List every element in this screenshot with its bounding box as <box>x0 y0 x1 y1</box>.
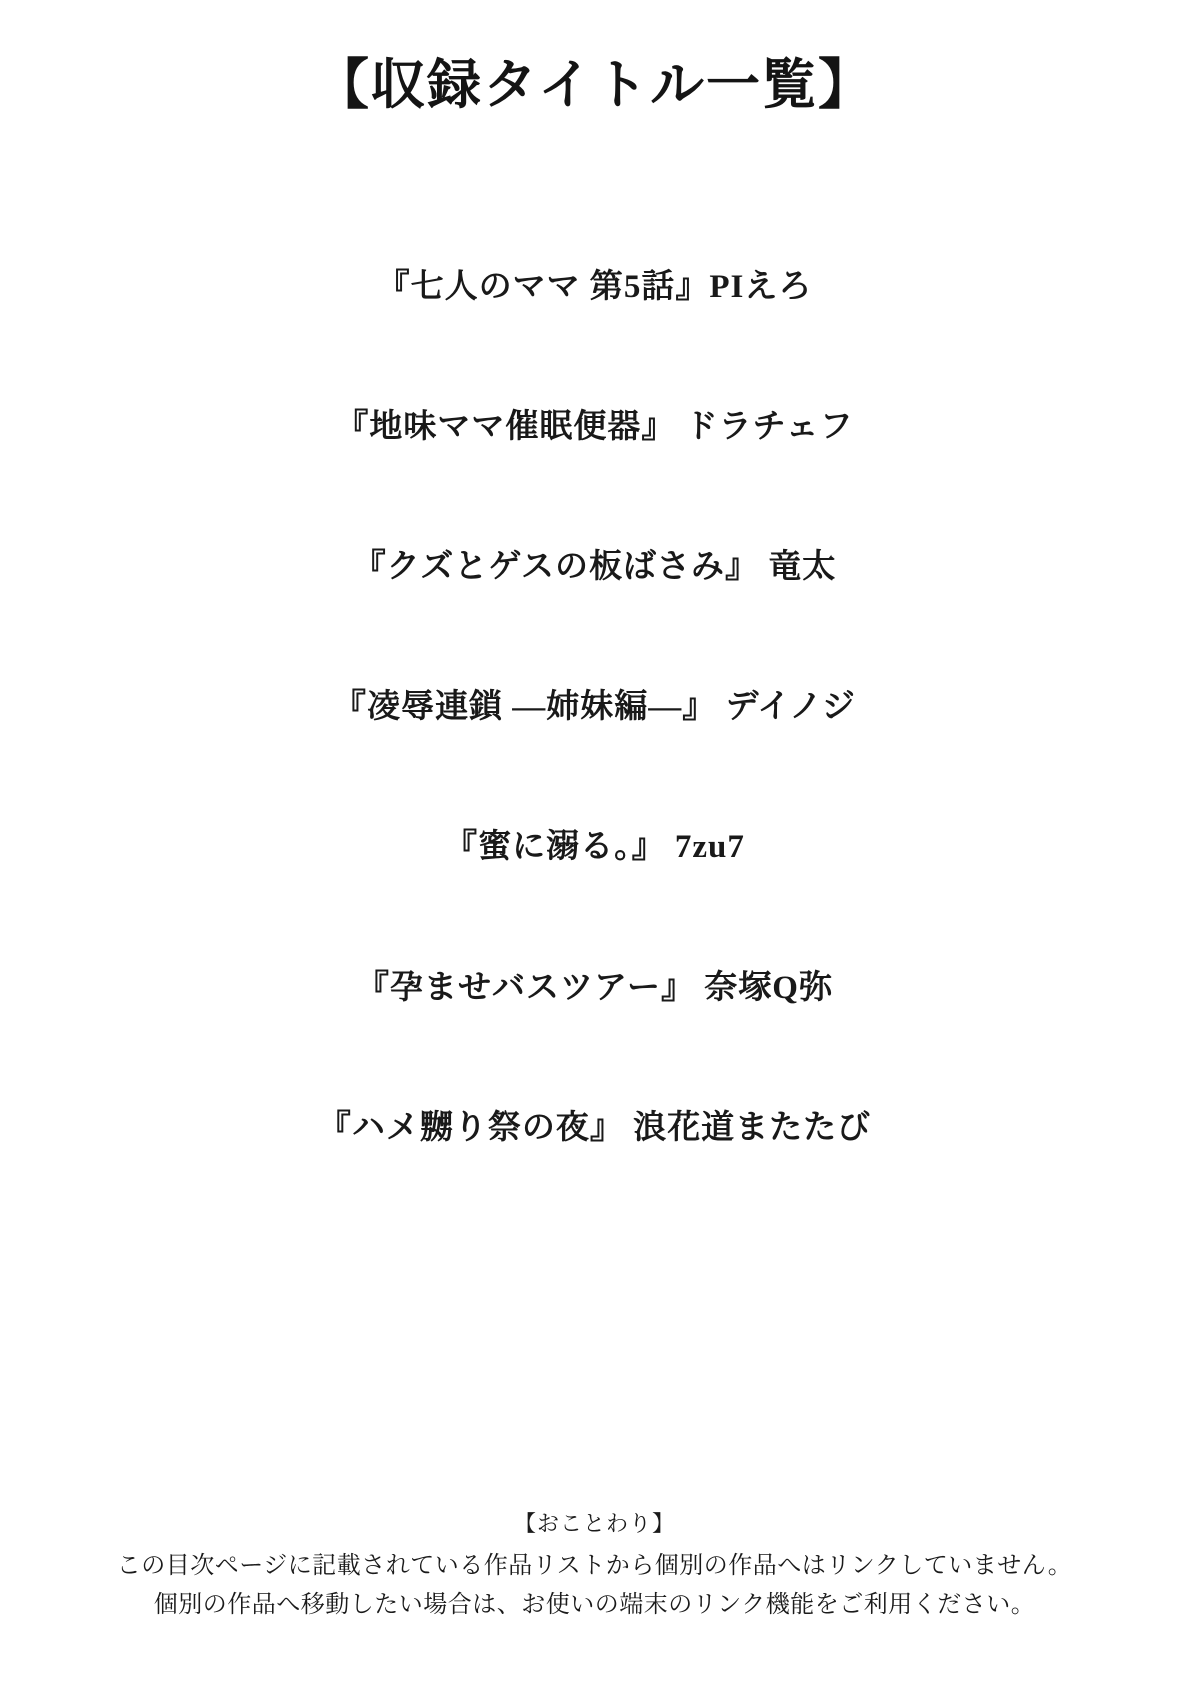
list-item: 『ハメ嬲り祭の夜』 浪花道またたび <box>317 1109 872 1146</box>
notice-line-2: 個別の作品へ移動したい場合は、お使いの端末のリンク機能をご利用ください。 <box>153 1592 1036 1619</box>
page-title: 【収録タイトル一覧】 <box>315 55 874 115</box>
list-item: 『地味ママ催眠便器』 ドラチェフ <box>335 408 854 445</box>
title-list <box>0 264 1189 1151</box>
list-item: 『孕ませバスツアー』 奈塚Q弥 <box>356 969 833 1006</box>
list-item: 『凌辱連鎖 ―姉妹編―』 デイノジ <box>333 689 856 726</box>
notice-block <box>0 1506 1189 1625</box>
notice-line-1: この目次ページに記載されている作品リストから個別の作品へはリンクしていません。 <box>116 1553 1073 1580</box>
list-item: 『七人のママ 第5話』PIえろ <box>376 268 813 305</box>
list-item: 『クズとゲスの板ばさみ』 竜太 <box>352 549 837 586</box>
list-item: 『蜜に溺る。』 7zu7 <box>444 829 745 866</box>
notice-heading: 【おことわり】 <box>513 1511 675 1537</box>
